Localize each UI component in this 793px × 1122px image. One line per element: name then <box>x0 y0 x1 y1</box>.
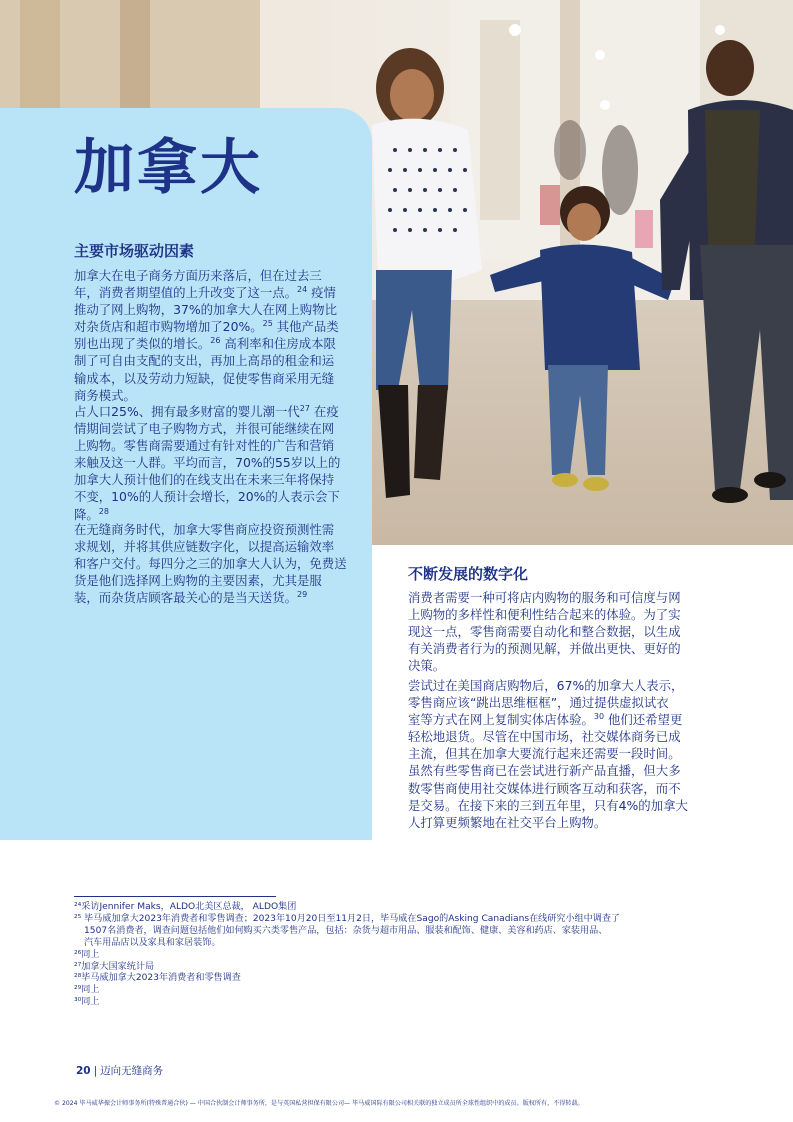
text-line: 不变，10%的人预计会增长，20%的人表示会下 <box>74 489 340 505</box>
page-footer <box>76 1063 163 1078</box>
footnote-item: ²⁴采访Jennifer Maks，ALDO北美区总裁， ALDO集团 <box>74 902 297 912</box>
footnote-item: ²⁶同上 <box>74 949 100 960</box>
footnote-ref: 30 <box>593 712 605 722</box>
text-line: 情期间尝试了电子购物方式，并很可能继续在网 <box>74 421 335 437</box>
footer-section-name: 迈向无缝商务 <box>100 1065 164 1077</box>
text-line: 来触及这一人群。平均而言，70%的55岁以上的 <box>74 455 341 471</box>
text-line: 人打算更频繁地在社交平台上购物。 <box>408 814 607 830</box>
footnote-item: ²⁹同上 <box>74 985 100 996</box>
text-line: 是交易。在接下来的三到五年里，只有4%的加拿大 <box>408 797 688 813</box>
footnote-ref: 27 <box>299 403 310 413</box>
text-line: 装，而杂货店顾客最关心的是当天送货。$^{29}$ <box>74 590 308 606</box>
text-line: 决策。 <box>408 658 446 674</box>
text-line: 占人口25%、拥有最多财富的婴儿潮一代$^{27}$ 在疫 <box>74 403 339 419</box>
footnote-item: ²⁸毕马威加拿大2023年消费者和零售调查 <box>74 973 241 984</box>
copyright-notice: © 2024 毕马威华振会计师事务所(特殊普通合伙) — 中国合伙制会计师事务所，是与英国私营担保有限公司— 毕马威国际有限公司相关联的独立成员所全球性组织中的成员。版权所有，不得转载。 <box>54 1100 584 1107</box>
footnote-item: 1507名消费者，调查问题包括他们如何购买六类零售产品，包括：杂货与超市用品、服装和配饰、健康、美容和药店、家装用品、 <box>84 925 608 936</box>
footnote-ref: 26 <box>210 336 221 346</box>
text-line: 输成本，以及劳动力短缺，促使零售商采用无缝 <box>74 370 335 386</box>
text-line: 室等方式在网上复制实体店体验。$^{30}$ 他们还希望更 <box>408 712 683 728</box>
section-heading-digitalization: 不断发展的数字化 <box>408 565 529 583</box>
text-line: 制了可自由支配的支出，再加上高昂的租金和运 <box>74 353 335 369</box>
footnote-item: ²⁷加拿大国家统计局 <box>74 961 155 972</box>
text-line: 消费者需要一种可将店内购物的服务和可信度与网 <box>408 590 681 605</box>
text-line: 虽然有些零售商已在尝试进行新产品直播，但大多 <box>408 763 681 779</box>
footnote-item: ³⁰同上 <box>74 997 100 1008</box>
text-line: 轻松地退货。尽管在中国市场，社交媒体商务已成 <box>408 729 681 745</box>
text-line: 商务模式。 <box>74 387 136 403</box>
paragraph-left-2 <box>74 403 356 523</box>
text-line: 有关消费者行为的预测见解，并做出更快、更好的 <box>408 641 681 657</box>
paragraph-left-3 <box>74 521 356 606</box>
text-line: 零售商应该“跳出思维框框”，通过提供虚拟试衣 <box>408 695 669 711</box>
section-heading-market-drivers: 主要市场驱动因素 <box>74 242 195 260</box>
text-line: 主流，但其在加拿大要流行起来还需要一段时间。 <box>408 746 681 762</box>
footnote-divider <box>74 896 276 897</box>
footnotes <box>74 902 714 1009</box>
text-line: 求规划，并将其供应链数字化，以提高运输效率 <box>74 539 335 555</box>
text-line: 数零售商使用社交媒体进行顾客互动和获客，而不 <box>408 780 681 796</box>
text-line: 上购物。零售商需要通过有针对性的广告和营销 <box>74 438 335 454</box>
text-line: 推动了网上购物，37%的加拿大人在网上购物比 <box>74 302 337 318</box>
paragraph-right-1 <box>408 589 698 674</box>
text-line: 和客户交付。每四分之三的加拿大人认为，免费送 <box>74 556 347 572</box>
text-line: 降。$^{28}$ <box>74 506 109 522</box>
footnote-ref: 28 <box>98 506 109 516</box>
footnote-item: 汽车用品店以及家具和家居装饰。 <box>84 937 221 948</box>
page-title: 加拿大 <box>74 133 263 203</box>
text-line: 加拿大在电子商务方面历来落后，但在过去三 <box>74 268 322 283</box>
footnote-ref: 25 <box>262 319 273 329</box>
footnote-ref: 24 <box>297 284 308 294</box>
text-line: 在无缝商务时代，加拿大零售商应投资预测性需 <box>74 522 335 537</box>
footer-separator: | <box>93 1065 98 1077</box>
text-line: 上购物的多样性和便利性结合起来的体验。为了实 <box>408 607 681 623</box>
paragraph-right-2 <box>408 677 698 831</box>
footnote-item: ²⁵ 毕马威加拿大2023年消费者和零售调查；2023年10月20日至11月2日，毕马威在Sago的Asking Canadians在线研究小组中调查了 <box>74 913 621 924</box>
text-line: 尝试过在美国商店购物后，67%的加拿大人表示， <box>408 678 684 693</box>
text-line: 加拿大人预计他们的在线支出在未来三年将保持 <box>74 472 335 488</box>
text-line: 别也出现了类似的增长。$^{26}$ 高利率和住房成本限 <box>74 336 336 352</box>
footnote-ref: 29 <box>297 590 308 600</box>
text-line: 现这一点，零售商需要自动化和整合数据，以生成 <box>408 624 681 640</box>
text-line: 对杂货店和超市购物增加了20%。$^{25}$ 其他产品类 <box>74 319 339 335</box>
paragraph-left-1 <box>74 267 356 404</box>
text-line: 货是他们选择网上购物的主要因素，尤其是服 <box>74 573 322 589</box>
page-number: 20 <box>76 1065 91 1077</box>
text-line: 年，消费者期望值的上升改变了这一点。$^{24}$ 疫情 <box>74 284 336 301</box>
